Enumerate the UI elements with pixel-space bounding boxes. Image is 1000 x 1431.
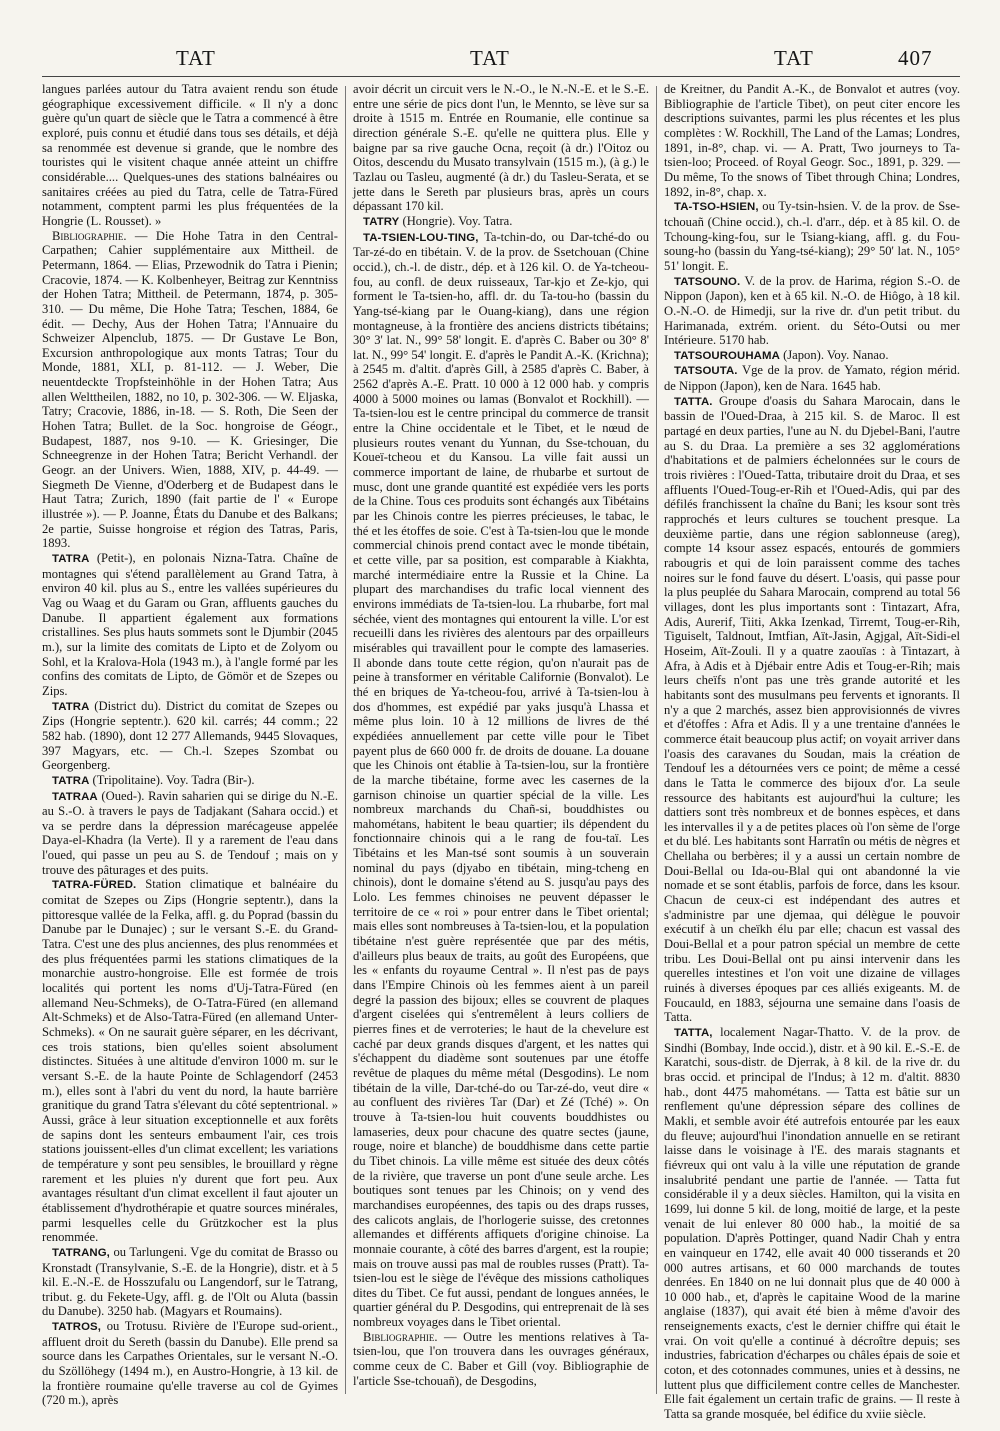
entry: [353, 214, 649, 230]
entry: [42, 229, 338, 551]
entry: [664, 82, 960, 199]
entry-headword: Bibliographie.: [363, 1329, 438, 1344]
header-center-word: TAT: [470, 46, 510, 70]
entry-text: ou Ty-tsin-hsien. V. de la prov. de Sse-tchouañ (Chine occid.), ch.-l. d'arr., dép. et à 85 kil. O. de Tchoung-king-fou, sur le Tsiang-kiang, affl. g. du Fou-soung-ho (bassin du Yang-tsé-kiang); 29° 50' lat. N., 105° 51' longit. E.: [664, 199, 960, 273]
entry: [42, 789, 338, 878]
entry-text: (Tripolitaine). Voy. Tadra (Bir-).: [89, 772, 255, 787]
entry-text: — Outre les mentions relatives à Ta-tsien-lou, que l'on trouvera dans les ouvrages généraux, comme ceux de C. Baber et Gill (voy. Bibliographie de l'article Sse-tchouañ), de Desgodins,: [353, 1329, 649, 1388]
entry: [664, 1025, 960, 1422]
entry-text: (District du). District du comitat de Szepes ou Zips (Hongrie septentr.). 620 kil. carrés; 44 comm.; 22 582 hab. (1890), dont 12 277 Allemands, 9445 Slovaques, 397 Magyars, etc. — Ch.-l. Szepes Szombat ou Georgenberg.: [42, 698, 338, 773]
entry-text: — Die Hohe Tatra in den Central-Carpathen; Cahier supplémentaire aux Mittheil. de Petermann, 1864. — Elias, Przewodnik do Tatra i Pienin; Cracovie, 1874. — K. Kolbenheyer, Beitrag zur Kenntniss der Hohen Tatra; Mittheil. de Petermann, 1874, p. 305-310. — Du même, Die Hohe Tatra; Teschen, 1884, 6e édit. — Dechy, Aus der Hohen Tatra; l'Annuaire du Schweizer Alpenclub, 1875. — Dr Gustave Le Bon, Excursion anthropologique aux monts Tatras; Tour du Monde, 1881, XLI, p. 81-112. — J. Weber, Die neuentdeckte Tropfsteinhöhle in der Hohen Tatra; Aus allen Welttheilen, 1882, no 10, p. 302-306. — W. Eljaska, Tatry; Cracovie, 1886, in-18. — S. Roth, Die Seen der Hohen Tatra; Bullet. de la Soc. hongroise de Géogr., Budapest, 1887, nos 9-10. — K. Griesinger, Die Schneegrenze in der Hohen Tatra; Bericht Verhandl. der Geogr. an der Univers. Wien, 1888, XIV, p. 44-49. — Siegmeth De Vienne, d'Oderberg et de Budapest dans le Haut Tatra; Zurich, 1890 (fait partie de l' « Europe illustrée »). — P. Joanne, États du Danube et des Balkans; 2e partie, Suisse hongroise et région des Tatras, Paris, 1893.: [42, 228, 338, 551]
entry-text: Station climatique et balnéaire du comitat de Szepes ou Zips (Hongrie septentr.), dans la pittoresque vallée de la Felka, affl. g. du Poprad (bassin du Danube par le Dunajec) ; sur le versant S.-E. du Grand-Tatra. C'est une des plus anciennes, des plus renommées et des plus fréquentées parmi les stations climatiques de la monarchie austro-hongroise. Elle est formée de trois localités qui portent les noms d'Uj-Tatra-Füred (en allemand Neu-Schmeks), de O-Tatra-Füred (en allemand Alt-Schmeks) et de Also-Tatra-Füred (en allemand Unter-Schmeks). « On ne saurait guère séparer, en les décrivant, ces trois stations, bien qu'elles soient absolument distinctes. Situées à une altitude d'environ 1000 m. sur le versant S.-E. de la haute Pointe de Schlagendorf (2453 m.), elles sont à l'abri du vent du nord, la haute barrière granitique du grand Tatra s'élevant du côté septentrional. » Aussi, grâce à leur situation exceptionnelle et aux forêts de sapins dont les senteurs embaument l'air, ces trois stations jouissent-elles d'un climat excellent; les variations de température y sont peu sensibles, le brouillard y règne rarement et les pluies n'y durent que fort peu. Aux avantages résultant d'un climat excellent il faut ajouter un établissement d'hydrothérapie et quatre sources minérales, parmi lesquelles celle du Grützkocher est la plus renommée.: [42, 877, 338, 1245]
entry-headword: TA-TSIEN-LOU-TING,: [363, 231, 479, 244]
entry-text: (Japon). Voy. Nanao.: [779, 347, 889, 362]
entry: [353, 230, 649, 1330]
entry-headword: TATRA: [52, 700, 90, 713]
entry-text: avoir décrit un circuit vers le N.-O., le N.-N.-E. et le S.-E. entre une série de pics dont l'un, le Mennto, se lève sur sa droite à 1515 m. Entrée en Roumanie, elle continue sa direction générale S.-E. qu'elle ne quittera plus. Elle y baigne par sa rive gauche Ocna, reçoit (à dr.) l'Oitoz ou Oitos, descendu du Musato transylvain (1515 m.), (à g.) le Tazlau ou Tasleu, augmenté (à dr.) du Tasleu-Serata, et se jette dans le Sereth par plusieurs bras, après un cours dépassant 170 kil.: [353, 82, 649, 214]
entry: [42, 773, 338, 789]
entry-text: Ta-tchin-do, ou Dar-tché-do ou Tar-zé-do en tibétain. V. de la prov. de Ssetchouan (Chine occid.), ch.-l. de distr., dép. et à 126 kil. O. de Ya-tcheou-fou, au confl. de deux ruisseaux, Tar-kjo et Ze-kjo, qui forment le Ta-tsien-ho, affl. dr. du Ta-tou-ho (bassin du Yang-tsé-kiang par le Ouang-kiang), dans une région montagneuse, à la frontière des anciens districts tibétains; 30° 3' lat. N., 99° 58' longit. E. d'après C. Baber ou 30° 8' lat. N., 99° 54' longit. E. d'après le Pandit A.-K. (Krichna); à 2545 m. d'altit. d'après Gill, à 2585 d'après C. Baber, à 2562 d'après A.-E. Pratt. 10 000 à 12 000 hab. y compris 4000 à 5000 moines ou lamas (Bonvalot et Rockhill). — Ta-tsien-lou est le centre principal du commerce de transit entre la Chine occidentale et le Tibet, et le nœud de plusieurs routes venant du Yunnan, du Sse-tchouan, du Koueï-tcheou et du Kansou. La ville fait aussi un commerce important de laine, de rhubarbe et surtout de musc, dont une grande quantité est expédiée vers les ports de la Chine. Tous ces produits sont échangés aux Tibétains par les Chinois contre les pierres précieuses, le tabac, le thé et les étoffes de soie. C'est à Ta-tsien-lou que le monde commercial chinois prend contact avec le monde tibétain, et cette ville, par sa position, est comparable à Kiakhta, marché intermédiaire entre la Russie et la Chine. La plupart des marchandises du trafic local viennent des environs immédiats de Ta-tsien-lou. La rhubarbe, fort mal séchée, vient des montagnes qui entourent la ville. L'or est recueilli dans les rivières des alentours par des orpailleurs misérables qui travaillent pour le compte des lamaseries. Il abonde dans toute cette région, qu'on n'aurait pas de peine à transformer en véritable Californie (Bonvalot). Le thé en briques de Ya-tcheou-fou, arrivé à Ta-tsien-lou à dos d'hommes, est expédié par yaks jusqu'à Lhassa et même plus loin. 10 à 12 millions de livres de thé expédiées annuellement par cette ville pour le Tibet payent plus de 660 000 fr. de droits de douane. La douane que les Chinois ont établie à Ta-tsien-lou, sur la frontière de la marche tibétaine, forme avec les casernes de la garnison chinoise un quartier spécial de la ville. Les nombreux marchands du Chañ-si, bouddhistes ou mahométans, habitent le beau quartier; ils dépendent du fonctionnaire chinois qui a le rang de fou-taï. Les Tibétains et les Man-tsé sont soumis à un souverain nominal du pays (djyabo en tibétain, ming-tcheng en chinois), dont le domaine s'étend au S. jusqu'au pays des Lolo. Les femmes chinoises ne peuvent dépasser le territoire de ce « roi » pour entrer dans le Tibet oriental; mais elles sont nombreuses à Ta-tsien-lou, et la population tibétaine n'est guère représentée que par des métis, d'ailleurs plus beaux de traits, au goût des Européens, que les « enfants du royaume Central ». Il n'est pas de pays dans l'Empire Chinois où les femmes aient à un pareil degré la passion des bijoux; elles se couvrent de plaques d'argent ciselées qui s'entremêlent à leurs colliers de pierres fines et de verroteries; le haut de la chevelure est caché par deux grands disques d'argent, et les nattes qui s'échappent du diadème sont soutenues par une étoffe revêtue de plaques du même métal (Desgodins). Le nom tibétain de la ville, Dar-tché-do ou Tar-zé-do, veut dire « au confluent des rivières Tar (Dar) et Zé (Tché) ». On trouve à Ta-tsien-lou huit couvents bouddhistes ou lamaseries, deux pour chacune des quatre sectes (jaune, rouge, noire et blanche) de bouddhisme dans cette partie du Tibet chinois. La ville même est située des deux côtés de la rivière, que traverse un pont d'une seule arche. Les boutiques sont tenues par les Chinois; on y vend des marchandises européennes, des tapis ou des draps russes, des calicots anglais, de l'horlogerie suisse, des cretonnes allemandes et différents affiquets d'origine chinoise. La monnaie courante, à côté des barres d'argent, est la roupie; mais on trouve aussi pas mal de roubles russes (Pratt). Ta-tsien-lou est le siège de l'évêque des missions catholiques dites du Tibet. Ce fut aussi, pendant de longues années, le quartier général du P. Desgodins, qui entreprenait de là ses nombreux voyages dans le Tibet oriental.: [353, 229, 649, 1330]
entry-text: (Hongrie). Voy. Tatra.: [399, 213, 513, 228]
entry-headword: TATSOUROUHAMA: [674, 349, 780, 362]
entry-headword: TATRA-FÜRED.: [52, 879, 137, 892]
column-1: [42, 82, 338, 1408]
entry: [353, 82, 649, 214]
column-3: [664, 82, 960, 1422]
entry-text: (Petit-), en polonais Nizna-Tatra. Chaîne de montagnes qui s'étend parallèlement au Grand Tatra, à environ 40 kil. plus au S., entre les vallées supérieures du Vag ou Waag et du Garam ou Gran, affluents gauches du Danube. Il appartient également aux formations cristallines. Ses plus hauts sommets sont le Djumbir (2045 m.), sur la limite des comitats de Lipto et de Zolyom ou Sohl, et la Kralova-Hola (1943 m.), à l'angle formé par les confins des comitats de Lipto, de Gömör et de Szepes ou Zips.: [42, 551, 338, 698]
entry: [42, 699, 338, 773]
entry-headword: TATRA: [52, 553, 90, 565]
entry-text: (Oued-). Ravin saharien qui se dirige du N.-E. au S.-O. à travers le pays de Tadjakant (Sahara occid.) et va se perdre dans la dépression marécageuse appelée Daya-el-Khadra (la Verte). Il y a rarement de l'eau dans l'oued, qui passe un peu au S. de Tendouf ; mais on y trouve des pâturages et des puits.: [42, 788, 338, 877]
text-columns: [42, 82, 960, 1422]
entry-headword: TATSOUTA.: [674, 365, 738, 378]
entry: [42, 1245, 338, 1319]
header-left-word: TAT: [176, 46, 216, 70]
entry-text: Vge de la prov. de Yamato, région mérid. de Nippon (Japon), ken de Nara. 1645 hab.: [664, 363, 960, 394]
entry: [664, 274, 960, 348]
entry-text: ou Trotusu. Rivière de l'Europe sud-orient., affluent droit du Sereth (bassin du Danube). Elle prend sa source dans les Carpathes Orientales, sur le versant N.-O. du Szöllöhegy (1494 m.), en Austro-Hongrie, à 13 kil. de la frontière roumaine qu'elle traverse au col de Gyimes (720 m.), après: [42, 1319, 338, 1408]
entry: [353, 1330, 649, 1389]
entry-headword: TATRY: [363, 215, 400, 228]
entry-headword: TA-TSO-HSIEN,: [674, 201, 759, 214]
entry-headword: TATROS,: [52, 1321, 101, 1334]
entry-headword: TATTA,: [674, 1027, 713, 1039]
entry: [42, 82, 338, 229]
entry-text: V. de la prov. de Harima, région S.-O. de Nippon (Japon), ken et à 65 kil. N.-O. de Hiôgo, à 18 kil. O.-N.-O. de Himedji, sur la rive dr. d'un petit tribut. du Harimanada, extrém. orient. du Séto-Outsi ou mer Intérieure. 5170 hab.: [664, 273, 960, 348]
entry: [42, 1319, 338, 1408]
column-divider-1: [345, 86, 346, 1394]
header-rule: [42, 76, 960, 77]
entry-headword: TATRA: [52, 774, 90, 787]
entry-headword: TATRAA: [52, 790, 98, 803]
entry: [42, 877, 338, 1244]
column-divider-2: [656, 86, 657, 1394]
entry-headword: TATSOUNO.: [674, 275, 741, 288]
running-header: [0, 46, 1000, 76]
entry-headword: TATTA.: [674, 395, 713, 408]
entry: [664, 199, 960, 273]
entry-headword: Bibliographie.: [52, 228, 127, 243]
entry-text: langues parlées autour du Tatra avaient rendu son étude géographique excessivement difficile. « Il n'y a donc guère qu'un quart de siècle que le Tatra a commencé à être exploré, puis connu et étudié dans tous ses détails, et déjà sa renommée est devenue si grande, que le nombre des touristes qui le visitent chaque année atteint un chiffre considérable.... Quelques-unes des stations balnéaires ou sanitaires créées au pied du Tatra, celle de Tatra-Füred notamment, comptent parmi les plus fréquentées de la Hongrie (L. Rousset). »: [42, 82, 338, 228]
entry-text: ou Tarlungeni. Vge du comitat de Brasso ou Kronstadt (Transylvanie, S.-E. de la Hongrie), distr. et à 5 kil. E.-N.-E. de Hosszufalu ou Langendorf, sur le Tatrang, tribut. g. du Fekete-Ugy, affl. g. de l'Olt ou Aluta (bassin du Danube). 3250 hab. (Magyars et Roumains).: [42, 1244, 338, 1319]
column-2: [353, 82, 649, 1400]
entry-text: de Kreitner, du Pandit A.-K., de Bonvalot et autres (voy. Bibliographie de l'article Tibet), on peut citer encore les descriptions suivantes, parmi les plus récentes et les plus complètes : W. Rockhill, The Land of the Lamas; Londres, 1891, in-8°, chap. vi. — A. Pratt, Two journeys to Ta-tsien-loo; Proceed. of Royal Geogr. Soc., 1891, p. 329. — Du même, To the snows of Tibet through China; Londres, 1892, in-8°, chap. x.: [664, 82, 960, 199]
entry-text: localement Nagar-Thatto. V. de la prov. de Sindhi (Bombay, Inde occid.), distr. et à 90 kil. E.-S.-E. de Karatchi, sous-distr. de Djerrak, à 8 kil. de la rive dr. du bras occid. et principal de l'Indus; à 12 m. d'altit. 8830 hab., dont 4475 mahométans. — Tatta est bâtie sur un renflement qu'une dépression sépare des collines de Makli, et semble avoir été autrefois entourée par les eaux du fleuve; aujourd'hui l'inondation annuelle en se retirant laisse dans le voisinage à l'E. des marais stagnants et fiévreux qui ont valu à la ville une réputation de grande insalubrité pendant une partie de l'année. — Tatta fut considérable il y a deux siècles. Hamilton, qui la visita en 1699, lui donne 5 kil. de long, moitié de large, et la peste venait de lui enlever 80 000 hab., la moitié de sa population. D'après Pottinger, quand Nadir Chah y entra en vainqueur en 1742, elle avait 40 000 tisserands et 20 000 autres artisans, et 60 000 marchands de toutes denrées. En 1840 on ne lui donnait plus que de 40 000 à 10 000 hab., et, d'après le capitaine Wood de la marine anglaise (1837), qui avait été bien à même d'avoir des renseignements exacts, c'est le dernier chiffre qui était le vrai. On voit qu'elle a continué à décroître depuis; ses industries, fabrication d'écharpes ou châles épais de soie et coton, et des cotonnades communes, unies et à dessins, ne luttent plus que difficilement contre celles de Manchester. Elle fait également un certain trafic de grains. — Il reste à Tatta sa grande mosquée, bel édifice du xviie siècle.: [664, 1025, 960, 1422]
header-right-word: TAT: [774, 46, 814, 70]
entry: [664, 363, 960, 393]
entry: [42, 551, 338, 699]
page-number: 407: [898, 46, 933, 70]
entry: [664, 348, 960, 364]
entry: [664, 394, 960, 1025]
entry-text: Groupe d'oasis du Sahara Marocain, dans le bassin de l'Oued-Draa, à 215 kil. S. de Maroc. Il est partagé en deux parties, l'une au N. du Djebel-Bani, l'autre au S. du Draa. La première a ses 32 agglomérations d'habitations et de palmiers échelonnées sur le cours de trois rivières : l'Oued-Tatta, tributaire droit du Draa, et ses affluents l'Oued-Toug-er-Rih et l'Oued-Adis, qui par des défilés franchissent la chaîne du Bani; les ksour sont très rapprochés et leurs cultures se touchent presque. La deuxième partie, dans une région sablonneuse (areg), compte 14 ksour assez espacés, entourés de gommiers rabougris et qui de loin paraissent comme des taches noires sur le fond fauve du désert. L'oasis, qui passe pour la plus peuplée du Sahara Marocain, comprend au total 56 villages, dont les plus importants sont : Tintazart, Afra, Adis, Aurerif, Tiiti, Akka Izenkad, Tirremt, Toug-er-Rih, Tiguiselt, Taldnout, Imtfian, Aït-Jasin, Agjgal, Aït-Sidi-el Hoseim, Aït-Zouli. Il y a quatre zaouïas : à Tintazart, à Afra, à Adis et à Djébair entre Adis et Toug-er-Rih; mais leurs cheïfs n'ont pas une très grande autorité et les habitants sont des musulmans peu fervents et ignorants. Il n'y a que 2 marchés, assez bien approvisionnés de vivres et d'étoffes : Afra et Adis. Il y a une trentaine d'années le commerce était beaucoup plus actif; on voyait arriver dans l'oasis des caravanes du Soudan, mais la création de Tendouf les a détournées vers ce point; de même a cessé dans le Tatta le commerce des bijoux d'or. La seule ressource des habitants est aujourd'hui la culture; les dattiers sont très nombreux et de bonnes espèces, et dans les intervalles il y a de petites places où l'on sème de l'orge et du blé. Les habitants sont Harratîn ou métis de nègres et Chellaha ou berbères; il y a aussi un certain nombre de Doui-Bellal ou Ida-ou-Blal qui ont abandonné la vie nomade et se sont établis, parfois de force, dans les ksour. Chacun de ceux-ci est indépendant des autres et s'administre par une djemaa, qui délègue le pouvoir exécutif à un cheïkh élu par elle; chacun est vassal des Doui-Bellal et a pour patron spécial un membre de cette tribu. Les Doui-Bellal ont pu ainsi intervenir dans les querelles intestines et l'on voit une dizaine de villages ruinés à diverses époques par ces alliés exigeants. M. de Foucauld, en 1883, séjourna une semaine dans l'oasis de Tatta.: [664, 393, 960, 1025]
entry-headword: TATRANG,: [52, 1246, 110, 1259]
